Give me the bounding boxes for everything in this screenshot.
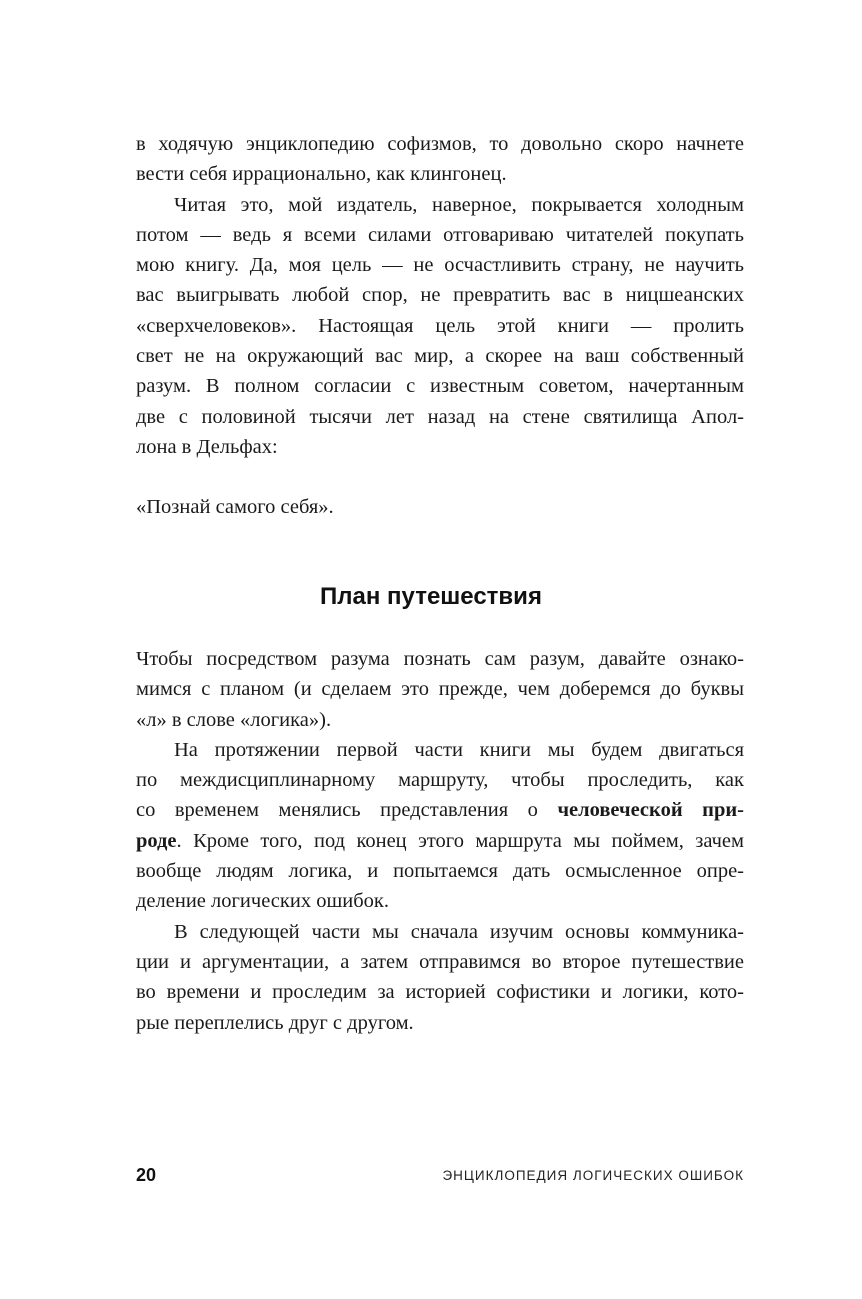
text-line: деление логических ошибок. <box>136 890 389 913</box>
text-line: «л» в слове «логика»). <box>136 708 332 731</box>
text-line: во времени и проследим за историей софистики и логики, кото- <box>136 981 744 1004</box>
page-number: 20 <box>136 1165 157 1185</box>
text-line <box>136 826 744 856</box>
text-line: вести себя иррационально, как клингонец. <box>136 163 507 186</box>
text-line: Чтобы посредством разума познать сам разум, давайте ознако- <box>136 648 744 670</box>
paragraph-3 <box>136 644 744 735</box>
bold-term: роде <box>136 829 177 852</box>
text-line: рые переплелись друг с другом. <box>136 1011 414 1034</box>
text-line: «сверхчеловеков». Настоящая цель этой книги — пролить <box>136 314 744 337</box>
text-line: две с половиной тысячи лет назад на стене святилища Апол- <box>136 405 744 428</box>
text-line: вообще людям логика, и попытаемся дать осмысленное опре- <box>136 860 744 883</box>
text-run: со временем менялись представления о <box>136 799 558 822</box>
text-line: ции и аргументации, а затем отправимся во второе путешествие <box>136 950 744 973</box>
body-text-top <box>136 129 744 462</box>
text-line: мимся с планом (и сделаем это прежде, чем доберемся до буквы <box>136 678 744 701</box>
paragraph-5 <box>136 917 744 1038</box>
text-line: мою книгу. Да, моя цель — не осчастливить страну, не научить <box>136 254 744 277</box>
body-text-bottom <box>136 644 744 1038</box>
text-line: лона в Дельфах: <box>136 435 278 458</box>
text-line: Читая это, мой издатель, наверное, покрывается холодным <box>174 193 744 216</box>
text-line: вас выигрывать любой спор, не превратить вас в ницшеанских <box>136 284 744 307</box>
text-line: свет не на окружающий вас мир, а скорее на ваш собственный <box>136 345 744 368</box>
text-run: . Кроме того, под конец этого маршрута мы поймем, зачем <box>176 829 744 852</box>
text-line <box>136 795 744 825</box>
page-footer <box>136 1162 744 1188</box>
text-line: разум. В полном согласии с известным советом, начертанным <box>136 375 744 398</box>
paragraph-1 <box>136 129 744 190</box>
text-line: На протяжении первой части книги мы будем двигаться <box>174 738 744 761</box>
paragraph-2 <box>136 190 744 463</box>
bold-term: человеческой при- <box>557 799 744 822</box>
text-line: потом — ведь я всеми силами отговариваю читателей покупать <box>136 223 744 246</box>
text-line: в ходячую энциклопедию софизмов, то довольно скоро начнете <box>136 133 744 155</box>
epigraph-quote: «Познай самого себя». <box>136 496 334 518</box>
text-line: по междисциплинарному маршруту, чтобы проследить, как <box>136 769 744 792</box>
paragraph-4 <box>136 735 744 917</box>
text-line: В следующей части мы сначала изучим основы коммуника- <box>174 920 744 943</box>
running-title: ЭНЦИКЛОПЕДИЯ ЛОГИЧЕСКИХ ОШИБОК <box>442 1168 744 1183</box>
section-heading: План путешествия <box>320 583 542 610</box>
